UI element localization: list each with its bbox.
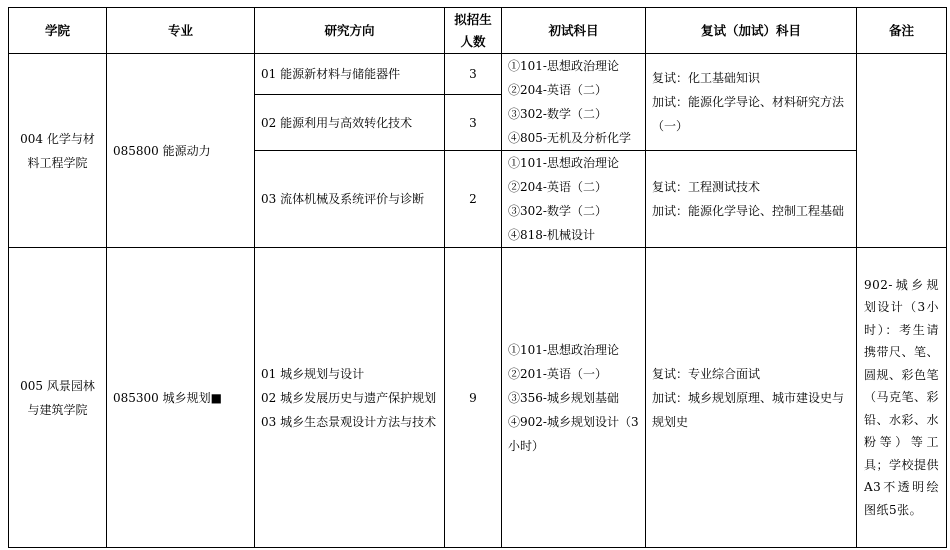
note-text: 902-城乡规划设计（3小时）：考生请携带尺、笔、圆规、彩色笔（马克笔、彩铅、水彩、水粉等）等工具；学校提供A3不透明绘图纸5张。 — [864, 277, 940, 517]
direction-item: 02 城乡发展历史与遗产保护规划 — [261, 390, 437, 405]
note-cell — [857, 54, 947, 248]
header-direction: 研究方向 — [255, 8, 445, 54]
retest-line: （一） — [652, 119, 689, 133]
header-retest: 复试（加试）科目 — [646, 8, 857, 54]
retest-line: 加试：城乡规划原理、城市建设史与 — [652, 390, 845, 405]
exam-subjects — [502, 151, 646, 248]
major-085300: 085300 城乡规划■ — [107, 248, 255, 548]
header-quota — [445, 8, 502, 54]
header-note: 备注 — [857, 8, 947, 54]
exam-subject: ②204-英语（二） — [508, 83, 607, 97]
retest-subjects — [646, 54, 857, 151]
major-085800: 085800 能源动力 — [107, 54, 255, 248]
exam-subject: ②204-英语（二） — [508, 180, 607, 194]
quota-cell: 3 — [445, 95, 502, 151]
retest-line: 加试：能源化学导论、材料研究方法 — [652, 95, 845, 109]
exam-subject: ①101-思想政治理论 — [508, 342, 619, 357]
note-cell — [857, 248, 947, 548]
direction-cell: 02 能源利用与高效转化技术 — [255, 95, 445, 151]
direction-cell: 03 流体机械及系统评价与诊断 — [255, 151, 445, 248]
college-005: 005 风景园林与建筑学院 — [9, 248, 107, 548]
header-quota-line2: 人数 — [460, 33, 486, 49]
admissions-table — [8, 7, 947, 548]
college-004: 004 化学与材料工程学院 — [9, 54, 107, 248]
quota-cell: 9 — [445, 248, 502, 548]
table-row — [9, 54, 947, 95]
retest-line: 复试：工程测试技术 — [652, 180, 761, 194]
exam-subject: ④805-无机及分析化学 — [508, 131, 631, 145]
direction-item: 03 城乡生态景观设计方法与技术 — [261, 414, 437, 429]
exam-subject: ①101-思想政治理论 — [508, 59, 619, 73]
exam-subject: ②201-英语（一） — [508, 366, 607, 381]
header-quota-line1: 拟招生 — [454, 11, 492, 27]
retest-line: 复试：专业综合面试 — [652, 366, 761, 381]
retest-line: 加试：能源化学导论、控制工程基础 — [652, 204, 845, 218]
retest-subjects — [646, 248, 857, 548]
quota-cell: 2 — [445, 151, 502, 248]
direction-cell: 01 能源新材料与储能器件 — [255, 54, 445, 95]
exam-subject: ④818-机械设计 — [508, 228, 595, 242]
retest-line: 复试：化工基础知识 — [652, 71, 761, 85]
exam-subject: ④902-城乡规划设计（3 — [508, 414, 639, 429]
quota-cell: 3 — [445, 54, 502, 95]
header-major: 专业 — [107, 8, 255, 54]
exam-subject: ③302-数学（二） — [508, 107, 607, 121]
header-exam: 初试科目 — [502, 8, 646, 54]
exam-subjects — [502, 248, 646, 548]
retest-line: 规划史 — [652, 414, 689, 429]
exam-subject: ①101-思想政治理论 — [508, 156, 619, 170]
exam-subjects — [502, 54, 646, 151]
exam-subject: 小时） — [508, 438, 545, 453]
header-college: 学院 — [9, 8, 107, 54]
direction-item: 01 城乡规划与设计 — [261, 366, 365, 381]
exam-subject: ③356-城乡规划基础 — [508, 390, 619, 405]
retest-subjects — [646, 151, 857, 248]
direction-cell — [255, 248, 445, 548]
exam-subject: ③302-数学（二） — [508, 204, 607, 218]
header-row — [9, 8, 947, 54]
table-row — [9, 248, 947, 548]
